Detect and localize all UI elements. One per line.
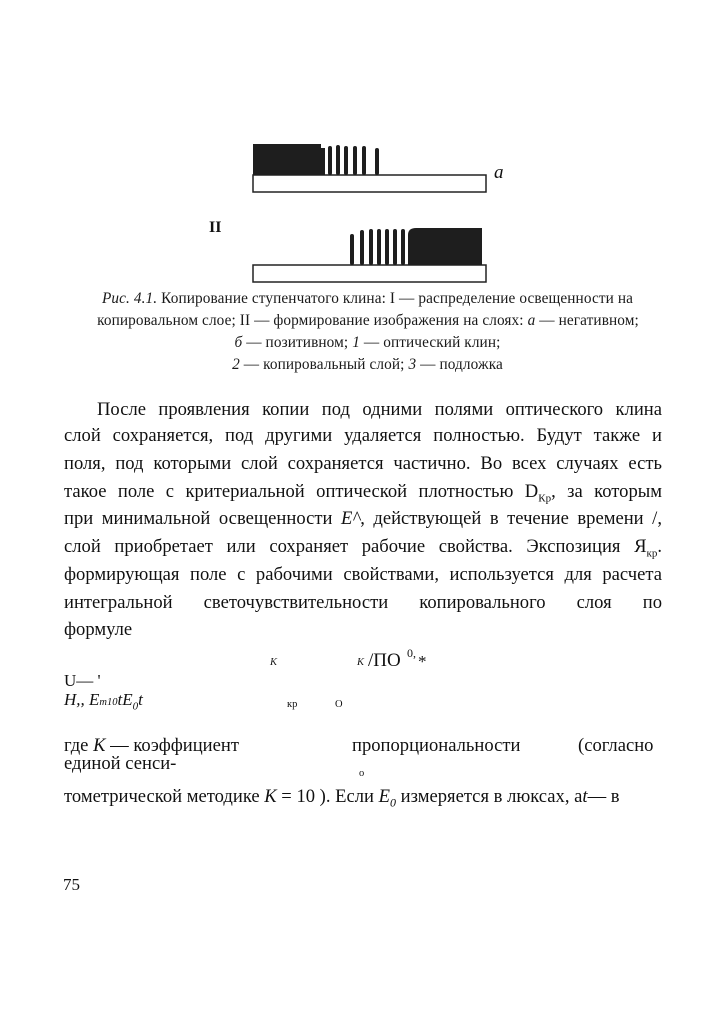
after-italic: t (582, 786, 588, 807)
body-line-5 (64, 508, 662, 530)
formula-h (64, 690, 143, 712)
after-text: — коэффициент (105, 735, 239, 756)
body-line-3: поля, под которыми слой сохраняется частично. Во всех случаях есть (64, 453, 662, 474)
lower-dark-block (408, 228, 482, 265)
after-small-o: о (359, 768, 365, 779)
caption-text: — негативном; (535, 312, 639, 329)
after-line-3 (64, 786, 620, 811)
body-subscript: Кр (538, 492, 552, 505)
formula-kr: кр (287, 699, 298, 710)
formula-h-sub2: 0 (132, 700, 139, 713)
figure-caption (60, 288, 675, 310)
formula-k1: К (270, 657, 277, 668)
body-subscript: кр (646, 547, 658, 560)
after-text: — в (587, 786, 620, 807)
after-text: где (64, 735, 94, 756)
body-text: такое поле с критериальной оптической плотностью D (64, 481, 539, 502)
body-line-9: формуле (64, 619, 133, 640)
after-italic: К (93, 735, 106, 756)
body-line-1: После проявления копии под одними полями оптического клина (97, 399, 662, 420)
formula-po: /ПО (368, 650, 401, 671)
formula-h-t: t (138, 690, 143, 709)
label-II: II (209, 219, 222, 236)
body-text: , действующей в течение времени /, (360, 508, 662, 529)
body-line-2: слой сохраняется, под другими удаляется полностью. Будут также и (64, 425, 662, 446)
after-prop: пропорциональности (352, 735, 521, 756)
caption-italic: а (527, 312, 536, 329)
body-text: , за которым (551, 481, 663, 502)
formula-k2: К (357, 657, 364, 668)
after-text: измеряется в люксах, а (396, 786, 583, 807)
caption-text: — оптический клин; (359, 334, 501, 351)
formula-h-sub: m10 (99, 697, 118, 708)
caption-text: — позитивном; (242, 334, 353, 351)
body-text: слой приобретает или сохраняет рабочие свойства. Экспозиция Я (64, 536, 647, 557)
body-line-7: формирующая поле с рабочими свойствами, используется для расчета (64, 564, 662, 585)
body-line-8: интегральной светочувствительности копировального слоя по (64, 592, 662, 613)
body-text: . (657, 536, 662, 557)
lower-wedge-bars (350, 229, 405, 265)
upper-dark-block (253, 144, 321, 175)
formula-h-rest: tE (117, 690, 133, 709)
caption-italic: 2 (232, 356, 240, 373)
formula-u: U— ' (64, 671, 101, 690)
formula-star: * (418, 652, 427, 671)
lower-substrate (253, 265, 486, 282)
formula-sup: 0, (407, 646, 416, 660)
upper-substrate (253, 175, 486, 192)
caption-text: — копировальный слой; (239, 356, 409, 373)
label-a: а (494, 162, 504, 183)
caption-italic: 3 (408, 356, 417, 373)
formula-h-text: H,, E (64, 690, 100, 709)
caption-italic: 1 (352, 334, 360, 351)
body-text: при минимальной освещенности (64, 508, 341, 529)
after-text: тометрической методике (64, 786, 265, 807)
body-line-4 (64, 481, 662, 510)
caption-line1: Копирование ступенчатого клина: I — распределение освещенности на (157, 290, 634, 307)
caption-italic: б (234, 334, 243, 351)
caption-text: копировальном слое; II — формирование изображения на слоях: (97, 312, 528, 329)
page-number: 75 (63, 875, 80, 894)
figure-caption-line3 (60, 332, 675, 354)
body-italic: E^ (340, 508, 361, 529)
after-italic: E (378, 786, 391, 807)
body-line-6 (64, 536, 662, 565)
upper-wedge-bars (321, 145, 379, 175)
after-sub: 0 (390, 795, 397, 810)
figure-caption-line4 (60, 354, 675, 376)
after-text: = 10 ). Если (276, 786, 379, 807)
after-italic: К (264, 786, 277, 807)
after-soglas: (согласно (578, 735, 654, 756)
formula-o: О (335, 699, 343, 710)
after-line-2: единой сенси- (64, 753, 177, 774)
caption-text: — подложка (416, 356, 503, 373)
figure-caption-line2 (58, 310, 678, 332)
caption-fig-label: Рис. 4.1. (101, 290, 158, 307)
